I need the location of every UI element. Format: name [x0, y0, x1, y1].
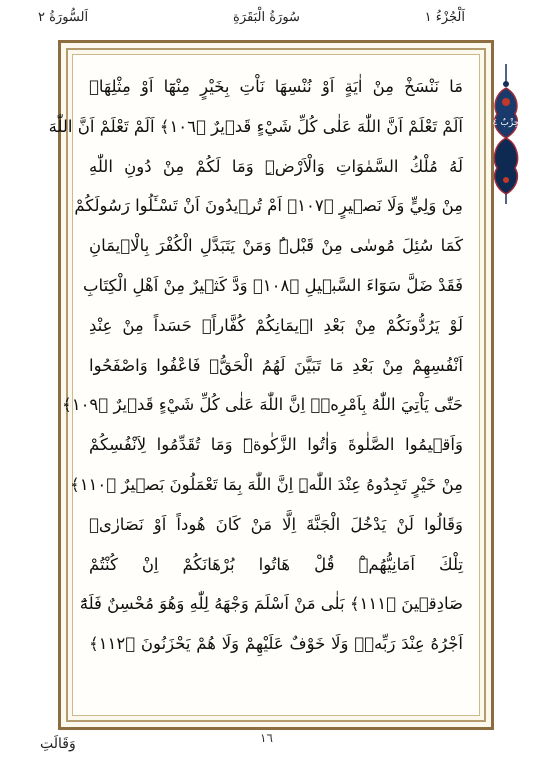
text-line: مِنْ وَلِيٍّ وَلَا نَص۪يرٍ ﴿١٠٧﴾ اَمْ تُر۪يدُونَ اَنْ تَسْـَٔلُوا رَسُولَكُمْ [74, 196, 463, 216]
text-line: وَقَالُوا لَنْ يَدْخُلَ الْجَنَّةَ اِلَّا مَنْ كَانَ هُوداً اَوْ نَصَارٰىۜ [89, 514, 463, 534]
text-line: اَجْرُهُ عِنْدَ رَبِّه۪ۖ وَلَا خَوْفٌ عَلَيْهِمْ وَلَا هُمْ يَحْزَنُونَ ﴿١١٢﴾ [89, 634, 463, 654]
page-header [0, 8, 533, 36]
page-frame [48, 40, 494, 730]
text-line: كَمَا سُئِلَ مُوسٰى مِنْ قَبْلُۜ وَمَنْ يَتَبَدَّلِ الْكُفْرَ بِالْا۪يمَانِ [89, 236, 463, 256]
hizb-ornament-icon [491, 64, 521, 204]
hizb-label: حِزْبٌ ٤ [492, 118, 520, 128]
catchword: وَقَالَتِ [40, 736, 76, 752]
text-line: لَهُ مُلْكُ السَّمٰوَاتِ وَالْاَرْضِۜ وَمَا لَكُمْ مِنْ دُونِ اللّٰهِ [89, 156, 463, 176]
juz-number: اَلْجُزْءُ ١ [424, 10, 465, 25]
text-line: اَلَمْ تَعْلَمْ اَنَّ اللّٰهَ عَلٰى كُلِّ شَيْءٍ قَد۪يرٌ ﴿١٠٦﴾ اَلَمْ تَعْلَمْ اَنَّ اللّٰهَ [48, 116, 463, 136]
text-line: لَوْ يَرُدُّونَكُمْ مِنْ بَعْدِ ا۪يمَانِكُمْ كُفَّاراًۚ حَسَداً مِنْ عِنْدِ [89, 315, 463, 335]
text-line: مِنْ خَيْرٍ تَجِدُوهُ عِنْدَ اللّٰهِۜ اِنَّ اللّٰهَ بِمَا تَعْمَلُونَ بَص۪يرٌ ﴿١١٠﴾ [70, 474, 463, 494]
text-line: صَادِق۪ينَ ﴿١١١﴾ بَلٰى مَنْ اَسْلَمَ وَجْهَهُ لِلّٰهِ وَهُوَ مُحْسِنٌ فَلَهُٓ [79, 594, 463, 614]
text-line: اَنْفُسِهِمْ مِنْ بَعْدِ مَا تَبَيَّنَ لَهُمُ الْحَقُّۚ فَاعْفُوا وَاصْفَحُوا [89, 355, 463, 375]
page-number: ١٦ [260, 731, 273, 745]
text-line: فَقَدْ ضَلَّ سَوَٓاءَ السَّب۪يلِ ﴿١٠٨﴾ وَدَّ كَث۪يرٌ مِنْ اَهْلِ الْكِتَابِ [83, 275, 463, 295]
text-line: وَاَق۪يمُوا الصَّلٰوةَ وَاٰتُوا الزَّكٰوةَۜ وَمَا تُقَدِّمُوا لِاَنْفُسِكُمْ [89, 435, 463, 455]
surah-name: سُورَةُ الْبَقَرَةِ [233, 10, 300, 25]
hizb-marker-icon [491, 64, 521, 204]
text-line: تِلْكَ اَمَانِيُّهُمْۜ قُلْ هَاتُوا بُرْهَانَكُمْ اِنْ كُنْتُمْ [89, 554, 463, 574]
surah-number: اَلسُّورَةُ ٢ [38, 10, 89, 25]
text-line: حَتّٰى يَاْتِيَ اللّٰهُ بِاَمْرِه۪ۜ اِنَّ اللّٰهَ عَلٰى كُلِّ شَيْءٍ قَد۪يرٌ ﴿١٠٩﴾ [62, 395, 463, 415]
text-line: مَا نَنْسَخْ مِنْ اٰيَةٍ اَوْ نُنْسِهَا نَاْتِ بِخَيْرٍ مِنْهَٓا اَوْ مِثْلِهَاۜ [89, 77, 463, 96]
quran-text [48, 67, 463, 703]
